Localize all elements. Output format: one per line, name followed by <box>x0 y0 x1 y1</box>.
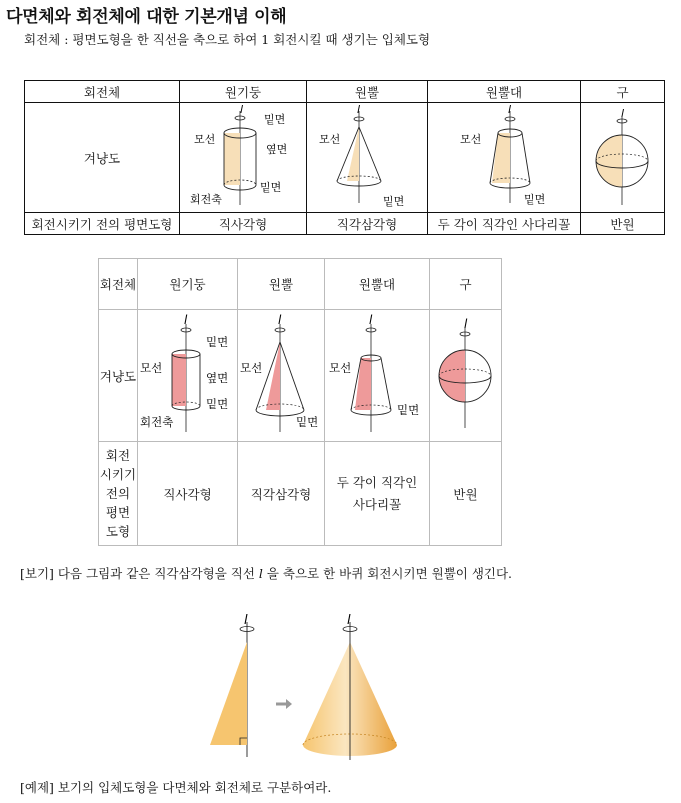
bogi-prefix: [보기] 다음 그림과 같은 직각삼각형을 직선 <box>20 566 259 581</box>
svg-text:모선: 모선 <box>240 361 263 375</box>
row-label: 겨냥도 <box>99 310 138 442</box>
svg-text:밑면: 밑면 <box>206 397 229 411</box>
value-cell: 반원 <box>430 442 502 546</box>
header-cell: 원뿔대 <box>428 81 581 103</box>
arrow-icon <box>276 699 292 709</box>
svg-text:밑면: 밑면 <box>260 181 282 194</box>
cylinder-diagram <box>180 103 306 209</box>
value-cell: 직각삼각형 <box>307 213 428 235</box>
svg-text:밑면: 밑면 <box>296 415 319 429</box>
example-text: [예제] 보기의 입체도형을 다면체와 회전체로 구분하여라. <box>20 780 332 795</box>
row-label: 겨냥도 <box>25 103 180 213</box>
bogi-suffix: 을 축으로 한 바퀴 회전시키면 원뿔이 생긴다. <box>262 566 513 581</box>
svg-text:l: l <box>278 313 282 327</box>
header-cell: 회전체 <box>99 259 138 310</box>
svg-text:밑면: 밑면 <box>397 403 420 417</box>
svg-text:l: l <box>357 103 361 116</box>
svg-text:l: l <box>244 613 248 628</box>
svg-text:밑면: 밑면 <box>383 195 405 208</box>
svg-text:밑면: 밑면 <box>264 113 286 126</box>
frustum-diagram <box>428 103 580 209</box>
svg-text:모선: 모선 <box>319 133 341 146</box>
value-cell: 두 각이 직각인 사다리꼴 <box>325 442 430 546</box>
header-cell: 원기둥 <box>180 81 307 103</box>
header-cell: 구 <box>581 81 665 103</box>
svg-text:모선: 모선 <box>329 361 352 375</box>
rotation-solids-table-2 <box>98 258 502 546</box>
header-cell: 구 <box>430 259 502 310</box>
svg-text:l: l <box>369 313 373 327</box>
row-label: 회전 시키기 전의 평면 도형 <box>99 442 138 546</box>
value-cell: 직사각형 <box>138 442 238 546</box>
cone-diagram <box>307 103 427 209</box>
right-triangle <box>210 613 254 757</box>
cylinder-figure-cell <box>138 310 238 442</box>
svg-text:모선: 모선 <box>460 133 482 146</box>
header-cell: 원뿔대 <box>325 259 430 310</box>
svg-text:l: l <box>347 613 351 628</box>
rotation-solids-table-1 <box>24 80 665 235</box>
cone-figure-cell <box>238 310 325 442</box>
svg-text:밑면: 밑면 <box>206 335 229 349</box>
value-cell: 두 각이 직각인 사다리꼴 <box>428 213 581 235</box>
page-title: 다면체와 회전체에 대한 기본개념 이해 <box>6 7 287 27</box>
svg-text:모선: 모선 <box>140 361 163 375</box>
frustum-diagram-2 <box>325 310 429 438</box>
bogi-text <box>20 564 512 582</box>
cone-diagram-2 <box>238 310 324 438</box>
svg-text:회전축: 회전축 <box>140 415 174 429</box>
sphere-figure-cell <box>581 103 665 213</box>
header-cell: 원뿔 <box>238 259 325 310</box>
cylinder-diagram-2 <box>138 310 237 438</box>
svg-text:l: l <box>508 103 512 116</box>
row-label: 회전시키기 전의 평면도형 <box>25 213 180 235</box>
header-cell: 원기둥 <box>138 259 238 310</box>
svg-text:옆면: 옆면 <box>206 371 229 385</box>
header-cell: 회전체 <box>25 81 180 103</box>
sphere-diagram <box>581 103 664 209</box>
sphere-diagram-2 <box>430 310 501 438</box>
triangle-to-cone-figure <box>200 612 440 762</box>
bogi-variable: l <box>258 566 263 581</box>
svg-text:l: l <box>621 107 625 120</box>
value-cell: 직사각형 <box>180 213 307 235</box>
header-cell: 원뿔 <box>307 81 428 103</box>
svg-text:옆면: 옆면 <box>266 143 288 156</box>
svg-text:밑면: 밑면 <box>524 193 546 206</box>
svg-text:회전축: 회전축 <box>190 193 222 206</box>
cylinder-figure-cell <box>180 103 307 213</box>
sphere-figure-cell <box>430 310 502 442</box>
svg-text:l: l <box>464 317 468 331</box>
frustum-figure-cell <box>325 310 430 442</box>
svg-text:모선: 모선 <box>194 133 216 146</box>
cone-figure-cell <box>307 103 428 213</box>
svg-text:l: l <box>240 103 244 116</box>
svg-text:l: l <box>184 313 188 327</box>
value-cell: 반원 <box>581 213 665 235</box>
definition-text: 회전체 : 평면도형을 한 직선을 축으로 하여 1 회전시킬 때 생기는 입체도형 <box>24 32 431 47</box>
frustum-figure-cell <box>428 103 581 213</box>
cone-solid <box>303 613 397 760</box>
value-cell: 직각삼각형 <box>238 442 325 546</box>
